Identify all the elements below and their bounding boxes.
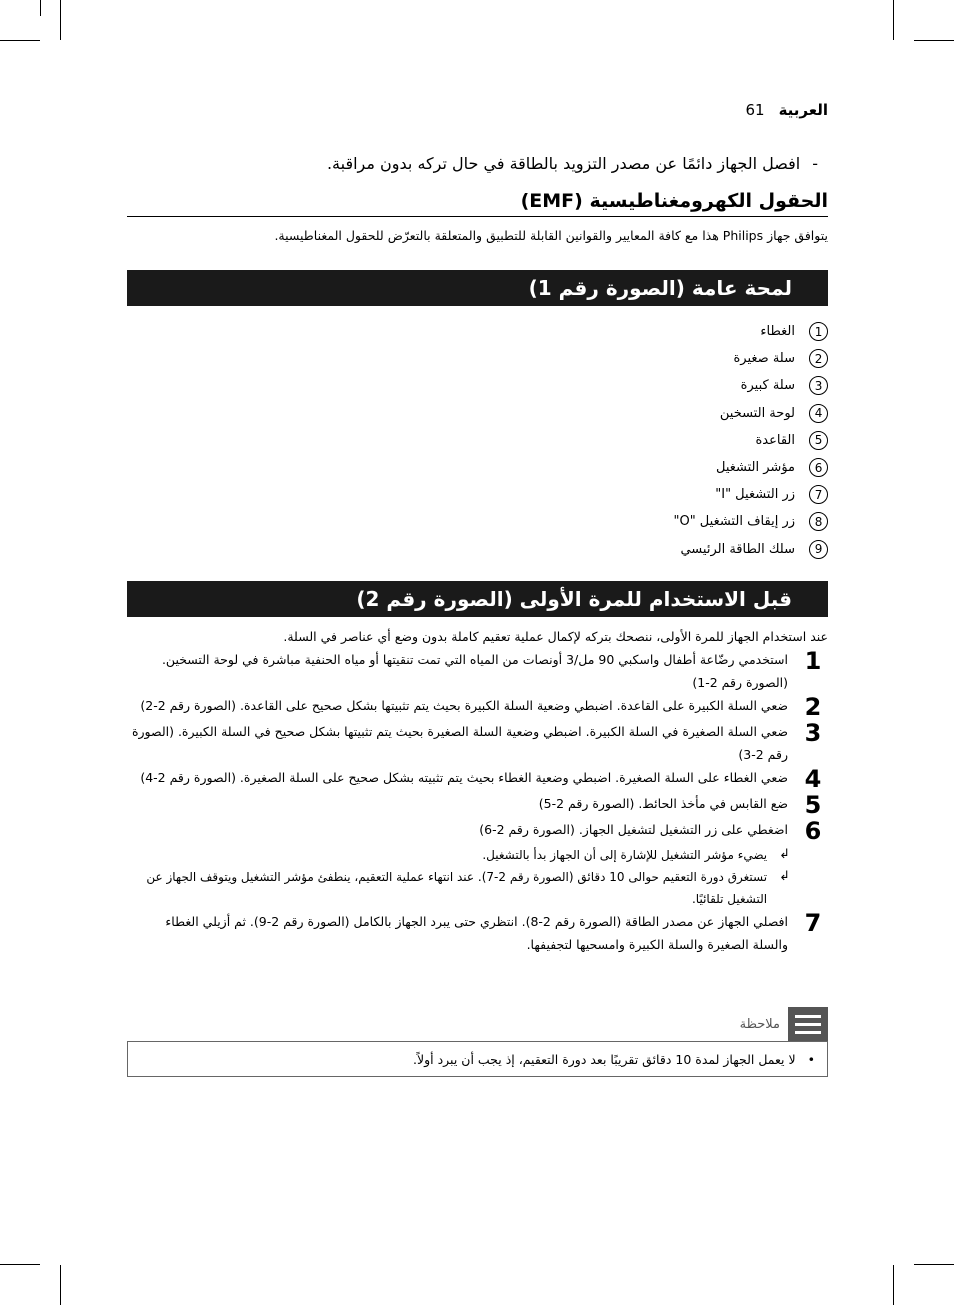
first-use-banner bbox=[127, 581, 828, 617]
first-use-title: قبل الاستخدام للمرة الأولى (الصورة رقم 2) bbox=[356, 587, 792, 611]
step-number: 3 bbox=[804, 719, 822, 747]
step-number: 7 bbox=[804, 909, 822, 937]
page-number: 61 bbox=[745, 101, 765, 119]
item-number: 2 bbox=[809, 349, 828, 368]
item-label: زر التشغيل "I" bbox=[715, 487, 795, 503]
step-number: 5 bbox=[804, 791, 822, 819]
step-number: 1 bbox=[804, 647, 822, 675]
item-number: 5 bbox=[809, 431, 828, 450]
steps-list bbox=[127, 648, 828, 956]
emf-heading: الحقول الكهرومغناطيسية (EMF) bbox=[127, 190, 828, 217]
crop-mark bbox=[0, 1264, 40, 1265]
language-label: العربية bbox=[778, 101, 828, 119]
overview-title: لمحة عامة (الصورة رقم 1) bbox=[528, 276, 792, 300]
overview-banner bbox=[127, 270, 828, 306]
list-item bbox=[673, 454, 828, 481]
item-label: زر إيقاف التشغيل "O" bbox=[673, 514, 795, 530]
list-item bbox=[673, 372, 828, 399]
list-item bbox=[673, 345, 828, 372]
item-number: 8 bbox=[809, 512, 828, 531]
step-item bbox=[127, 648, 828, 694]
crop-mark bbox=[60, 1265, 61, 1305]
step-item bbox=[127, 694, 828, 720]
step-item bbox=[127, 792, 828, 818]
step-text: ضعي السلة الصغيرة في السلة الكبيرة. اضبطي وضعية السلة الصغيرة بحيث يتم تثبيتها بشكل صحيح في السلة الكبيرة. (الصورة رقم 2-3) bbox=[131, 724, 788, 762]
first-use-intro: عند استخدام الجهاز للمرة الأولى، ننصحك بتركه لإكمال عملية تعقيم كاملة بدون وضع أي عناصر في السلة. bbox=[283, 629, 828, 644]
step-item bbox=[127, 910, 828, 956]
list-item bbox=[673, 481, 828, 508]
item-label: سلة صغيرة bbox=[733, 351, 795, 367]
step-number: 4 bbox=[804, 765, 822, 793]
result-arrow-icon: ↲ bbox=[779, 869, 790, 884]
item-label: القاعدة bbox=[755, 432, 795, 448]
parts-list bbox=[673, 318, 828, 563]
result-arrow-icon: ↲ bbox=[779, 847, 790, 862]
step-text: استخدمي رضّاعة أطفال واسكبي 90 مل/3 أونصات من المياه التي تمت تنقيتها أو مياه الحنفية مباشرة في لوحة التسخين. (الصورة رقم 2-1) bbox=[161, 652, 788, 690]
note-header bbox=[740, 1007, 828, 1041]
step-text: افصلي الجهاز عن مصدر الطاقة (الصورة رقم 2-8). انتظري حتى يبرد الجهاز بالكامل (الصورة رقم 2-9). ثم أزيلي الغطاء والسلة الصغيرة والسلة الكبيرة وامسحيها لتجفيفها. bbox=[165, 914, 788, 952]
item-number: 1 bbox=[809, 322, 828, 341]
crop-mark bbox=[60, 0, 61, 40]
crop-mark bbox=[893, 0, 894, 40]
item-number: 6 bbox=[809, 458, 828, 477]
step-item bbox=[127, 720, 828, 766]
item-label: مؤشر التشغيل bbox=[715, 460, 795, 476]
step-text: ضعي السلة الكبيرة على القاعدة. اضبطي وضعية السلة الكبيرة بحيث يتم تثبيتها بشكل صحيح على القاعدة. (الصورة رقم 2-2) bbox=[140, 698, 788, 713]
item-label: سلك الطاقة الرئيسي bbox=[680, 541, 795, 557]
item-label: سلة كبيرة bbox=[740, 378, 795, 394]
list-item bbox=[673, 318, 828, 345]
step-number: 6 bbox=[804, 817, 822, 845]
item-number: 9 bbox=[809, 540, 828, 559]
crop-mark bbox=[914, 1264, 954, 1265]
step-text: اضغطي على زر التشغيل لتشغيل الجهاز. (الصورة رقم 2-6) bbox=[479, 822, 788, 837]
crop-mark bbox=[914, 40, 954, 41]
crop-mark bbox=[0, 40, 40, 41]
list-item bbox=[673, 508, 828, 535]
note-icon bbox=[788, 1007, 828, 1041]
crop-mark bbox=[893, 1265, 894, 1305]
sub-step-text: تستغرق دورة التعقيم حوالى 10 دقائق (الصورة رقم 2-7). عند انتهاء عملية التعقيم، ينطفئ مؤشر التشغيل ويتوقف الجهاز عن التشغيل تلقائيًا. bbox=[146, 870, 768, 906]
emf-text: يتوافق جهاز Philips هذا مع كافة المعايير والقوانين القابلة للتطبيق والمتعلقة بالتعرّض للحقول المغناطيسية. bbox=[274, 228, 828, 243]
note-label: ملاحظة bbox=[739, 1016, 780, 1032]
safety-line bbox=[327, 154, 818, 173]
note-text: لا يعمل الجهاز لمدة 10 دقائق تقريبًا بعد دورة التعقيم، إذ يجب أن يبرد أولاً. bbox=[413, 1051, 796, 1067]
item-number: 7 bbox=[809, 485, 828, 504]
list-item bbox=[673, 427, 828, 454]
note-bullet: • bbox=[807, 1051, 815, 1067]
sub-step bbox=[127, 844, 828, 866]
safety-text: افصل الجهاز دائمًا عن مصدر التزويد بالطاقة في حال تركه بدون مراقبة. bbox=[326, 154, 801, 173]
note-box bbox=[127, 1041, 828, 1077]
step-number: 2 bbox=[804, 693, 822, 721]
item-label: الغطاء bbox=[760, 324, 795, 340]
step-item bbox=[127, 766, 828, 792]
bullet-dash: - bbox=[812, 154, 818, 173]
list-item bbox=[673, 536, 828, 563]
step-text: ضعي الغطاء على السلة الصغيرة. اضبطي وضعية الغطاء بحيث يتم تثبيته بشكل صحيح على السلة الصغيرة. (الصورة رقم 2-4) bbox=[140, 770, 788, 785]
sub-step bbox=[127, 866, 828, 910]
item-number: 4 bbox=[809, 404, 828, 423]
step-text: ضع القابس في مأخذ الحائط. (الصورة رقم 2-5) bbox=[538, 796, 788, 811]
item-number: 3 bbox=[809, 376, 828, 395]
item-label: لوحة التسخين bbox=[719, 405, 795, 421]
sub-step-text: يضيء مؤشر التشغيل للإشارة إلى أن الجهاز بدأ بالتشغيل. bbox=[482, 848, 768, 862]
list-item bbox=[673, 400, 828, 427]
crop-mark bbox=[40, 0, 41, 16]
running-header bbox=[745, 101, 828, 119]
step-item bbox=[127, 818, 828, 844]
